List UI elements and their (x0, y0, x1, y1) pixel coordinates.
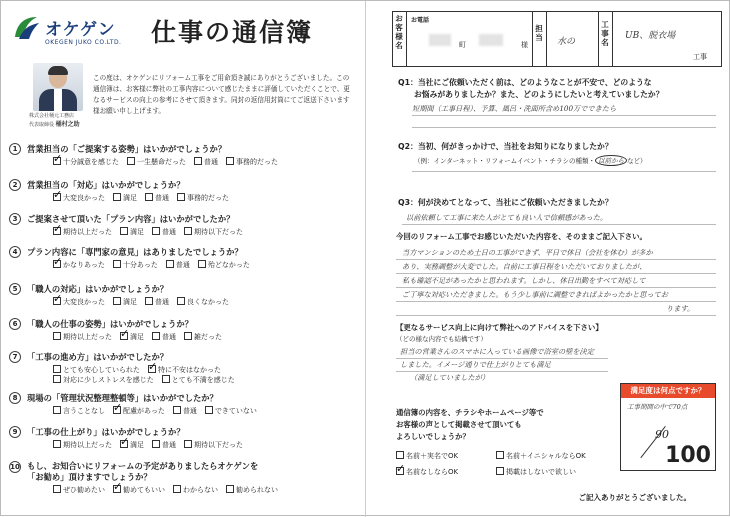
publish-option[interactable] (396, 451, 458, 461)
work-label: 工事名 (601, 20, 609, 47)
checkbox[interactable] (177, 193, 185, 201)
answer-option[interactable] (173, 485, 218, 495)
question-number: 6 (9, 318, 21, 330)
answer-option[interactable] (113, 485, 165, 495)
answer-option[interactable] (226, 485, 278, 495)
answer-option[interactable] (120, 227, 144, 237)
signature-line: 代表取締役 桶村之助 (29, 121, 80, 128)
option-label: 普通 (162, 333, 176, 341)
option-label: 名前＋イニシャルならOK (506, 452, 586, 460)
checkbox[interactable] (113, 260, 121, 268)
impression-line: あり、実務調整が大変でした。自前に工事日程をいただいておりましたが、 (402, 262, 647, 271)
brand-name: オケゲン (45, 20, 116, 40)
answer-option[interactable] (166, 260, 190, 270)
signature-company: 株式会社桶元工務店 (29, 113, 75, 119)
publish-option[interactable] (496, 467, 576, 477)
answer-option[interactable] (226, 157, 278, 167)
staff-label: 担当 (535, 24, 543, 42)
intro-text: この度は、オケゲンにリフォーム工事をご用命頂き誠にありがとうございました。この通信簿は、お客様に弊社の工事内容について感じたままに評価していただくことで、更なるサービスの向上の参考にさせて頂きます。同封の返信用封筒にてご返送下さいます様お願い申し上げます。 (93, 74, 350, 115)
option-label: わからない (183, 486, 218, 494)
q1-answer: 短期間（工事日程）、予算、風呂・洗面所含め100万でできたら (412, 104, 617, 113)
checkbox[interactable] (173, 485, 181, 493)
option-label: 満足 (123, 194, 137, 202)
president-photo (33, 63, 83, 111)
option-label: 期待以下だった (194, 228, 243, 236)
sama-label: 様 (521, 41, 528, 49)
option-label: 掲載はしないで欲しい (506, 468, 576, 476)
checkbox[interactable] (53, 440, 61, 448)
option-label: 十分誠意を感じた (63, 158, 119, 166)
question-number: 2 (9, 179, 21, 191)
answer-option[interactable] (120, 332, 144, 342)
option-label: できていない (214, 407, 257, 415)
impression-line: ります。 (666, 304, 695, 313)
question-number: 4 (9, 246, 21, 258)
answer-option[interactable] (113, 297, 137, 307)
checkbox[interactable] (53, 485, 61, 493)
answer-option[interactable] (184, 440, 243, 450)
answer-option[interactable] (177, 193, 229, 203)
answer-option[interactable] (184, 227, 243, 237)
checkbox[interactable] (162, 375, 170, 383)
checked-checkbox[interactable] (120, 440, 128, 448)
q2-text: Q2：当初、何がきっかけで、当社をお知りになりましたか？ (398, 142, 613, 151)
q2-sub: （例：インターネット・リフォームイベント・チラシの種類・ 以前から など） (414, 157, 647, 165)
option-label: 十分あった (122, 261, 158, 269)
option-label: 普通 (175, 261, 190, 269)
answer-option[interactable] (113, 260, 158, 270)
option-label: 大変良かった (63, 298, 105, 306)
answer-option[interactable] (53, 332, 112, 342)
checkbox[interactable] (496, 467, 504, 475)
checkbox[interactable] (184, 227, 192, 235)
answer-option[interactable] (152, 332, 176, 342)
document-title: 仕事の通信簿 (151, 18, 314, 47)
option-label: 事務的だった (236, 158, 278, 166)
q1-text: Q1：当社にご依頼いただく前は、どのようなことが不安で、どのような (398, 78, 652, 87)
checkbox[interactable] (145, 297, 153, 305)
option-label: 普通 (204, 158, 218, 166)
staff-value: 水の (557, 37, 576, 47)
customer-label: お客様名 (395, 14, 403, 50)
publish-text-2: お客様の声として掲載させて頂いても (396, 420, 522, 429)
answer-option[interactable] (120, 440, 144, 450)
question-number: 9 (9, 426, 21, 438)
question-text: もし、お知合いにリフォームの予定がありましたらオケゲンを「お勧め」頂けますでしょうか？ (27, 461, 259, 482)
option-label: 満足 (130, 228, 144, 236)
answer-options (53, 297, 237, 307)
answer-option[interactable] (53, 485, 105, 495)
option-label: 一生懸命だった (137, 158, 186, 166)
question-number: 1 (9, 143, 21, 155)
answer-option[interactable] (53, 227, 112, 237)
checked-checkbox[interactable] (148, 365, 156, 373)
checkbox[interactable] (53, 332, 61, 340)
answer-option[interactable] (177, 297, 229, 307)
question-number: 10 (10, 463, 20, 471)
answer-option[interactable] (113, 193, 137, 203)
answer-option[interactable] (145, 193, 169, 203)
checkbox[interactable] (184, 440, 192, 448)
answer-option[interactable] (53, 440, 112, 450)
option-label: 普通 (162, 228, 176, 236)
option-label: ぜひ勧めたい (63, 486, 105, 494)
right-panel (366, 1, 730, 517)
option-label: 満足 (130, 441, 144, 449)
answer-option[interactable] (53, 365, 140, 375)
checkbox[interactable] (53, 365, 61, 373)
checkbox[interactable] (120, 227, 128, 235)
answer-option[interactable] (127, 157, 186, 167)
question-number: 8 (9, 392, 21, 404)
answer-option[interactable] (194, 157, 218, 167)
town-label: 町 (459, 41, 466, 49)
advice-line: しました。イメージ通りで仕上がりとても満足 (400, 360, 551, 369)
option-label: 言うことなし (63, 407, 105, 415)
left-panel (1, 1, 365, 517)
impression-line: ご丁寧な対応いただきました。もう少し事前に調整できればよかったかと思ってお (402, 290, 668, 299)
work-suffix: 工事 (693, 53, 707, 61)
option-label: 期待以下だった (194, 441, 243, 449)
redacted-name (429, 34, 451, 46)
option-label: 大変良かった (63, 194, 105, 202)
answer-options (53, 485, 286, 495)
answer-option[interactable] (205, 406, 257, 416)
satisfaction-score-box (620, 383, 716, 471)
option-label: 名前＋実名でOK (406, 452, 459, 460)
question-text: 現場の「管理状況整理整頓等」はいかがでしたか？ (27, 393, 218, 403)
checkbox[interactable] (145, 193, 153, 201)
option-label: 雑だった (194, 333, 222, 341)
q3-text: Q3：何が決めてとなって、当社にご依頼いただきましたか？ (398, 198, 613, 207)
option-label: 普通 (155, 194, 169, 202)
answer-option[interactable] (53, 375, 154, 385)
publish-option[interactable] (496, 451, 586, 461)
answer-options (53, 227, 251, 237)
checkbox[interactable] (113, 193, 121, 201)
option-label: 殆どなかった (207, 261, 250, 269)
answer-option[interactable] (53, 157, 119, 167)
answer-option[interactable] (162, 375, 235, 385)
checked-checkbox[interactable] (113, 406, 121, 414)
answer-option[interactable] (148, 365, 221, 375)
impressions-title: 今回のリフォーム工事でお感じいただいた内容を、そのままご記入下さい。 (396, 232, 647, 241)
option-label: 期待以上だった (63, 333, 112, 341)
option-label: 普通 (182, 407, 197, 415)
option-label: 期待以上だった (63, 441, 112, 449)
checkbox[interactable] (173, 406, 181, 414)
checkbox[interactable] (396, 451, 404, 459)
publish-text-1: 通信簿の内容を、チラシやホームページ等で (396, 408, 544, 417)
q2-circled-answer: 以前から (595, 155, 627, 166)
impression-line: 私も確認不足があったかと思われます。しかし、休日出勤をすべて対応して (402, 276, 646, 285)
option-label: 勧められない (236, 486, 278, 494)
score-given: 90 (655, 428, 669, 441)
answer-option[interactable] (53, 193, 105, 203)
answer-options (53, 260, 258, 270)
question-text: 「職人の対応」はいかがでしょうか？ (27, 284, 169, 294)
answer-options (53, 365, 243, 385)
answer-options (53, 193, 237, 203)
answer-options (53, 157, 286, 167)
q3-answer: 以前依頼して工事に来た人がとても良い人で信頼感があった。 (406, 213, 608, 222)
answer-options (53, 440, 251, 450)
option-label: 事務的だった (187, 194, 229, 202)
answer-option[interactable] (53, 297, 105, 307)
checkbox[interactable] (184, 332, 192, 340)
redacted-name-2 (479, 34, 503, 46)
answer-options (53, 406, 265, 416)
checked-checkbox[interactable] (120, 332, 128, 340)
company-logo (11, 13, 141, 53)
thanks-text: ご記入ありがとうございました。 (578, 493, 691, 502)
checked-checkbox[interactable] (53, 297, 61, 305)
checkbox[interactable] (166, 260, 174, 268)
impression-line: 当方マンションのため土日の工事ができず、平日で休日（会社を休む）が多か (402, 248, 653, 257)
question-text: プラン内容に「専門家の意見」はありましたでしょうか？ (27, 247, 243, 257)
q1-text-2: お悩みがありましたか？また、どのようにしたいと考えていましたか？ (414, 90, 664, 99)
answer-option[interactable] (198, 260, 250, 270)
checked-checkbox[interactable] (53, 260, 61, 268)
question-number: 7 (9, 351, 21, 363)
question-text: ご提案させて頂いた「プラン内容」はいかがでしたか？ (27, 214, 235, 224)
option-label: 満足 (130, 333, 144, 341)
advice-line: （満足していましたが） (410, 373, 490, 382)
option-label: 対応に少しストレスを感じた (63, 376, 154, 384)
question-text: 「工事の進め方」はいかがでしたか？ (27, 352, 169, 362)
answer-option[interactable] (145, 297, 169, 307)
checkbox[interactable] (152, 332, 160, 340)
question-text: 営業担当の「対応」はいかがでしょうか？ (27, 180, 185, 190)
option-label: かなりあった (63, 261, 105, 269)
checkbox[interactable] (53, 375, 61, 383)
option-label: 満足 (123, 298, 137, 306)
checkbox[interactable] (205, 406, 213, 414)
score-max: 100 (665, 443, 711, 468)
advice-sub: （どの様な内容でも結構です） (396, 335, 487, 343)
checked-checkbox[interactable] (396, 467, 404, 475)
checked-checkbox[interactable] (113, 485, 121, 493)
brand-name-en: OKEGEN JUKO CO.LTD. (45, 39, 122, 46)
checked-checkbox[interactable] (53, 227, 61, 235)
answer-option[interactable] (152, 440, 176, 450)
checkbox[interactable] (198, 260, 206, 268)
option-label: 良くなかった (187, 298, 229, 306)
option-label: 勧めてもいい (123, 486, 165, 494)
customer-header (392, 11, 722, 67)
question-number: 3 (9, 213, 21, 225)
answer-option[interactable] (113, 406, 165, 416)
option-label: 特に不安はなかった (158, 366, 221, 374)
checkbox[interactable] (194, 157, 202, 165)
checkbox[interactable] (152, 227, 160, 235)
question-text: 「職人の仕事の姿勢」はいかがでしょうか？ (27, 319, 193, 329)
option-label: とても安心していられた (63, 366, 140, 374)
question-text: 「工事の仕上がり」はいかがでしょうか？ (27, 427, 185, 437)
logo-mark-icon (11, 13, 41, 43)
checkbox[interactable] (496, 451, 504, 459)
work-value: UB、脱衣場 (625, 31, 676, 41)
advice-line: 担当の営業さんのスマホに入っている画像で浴室の壁を決定 (400, 347, 594, 356)
checked-checkbox[interactable] (53, 157, 61, 165)
answer-options (53, 332, 230, 342)
score-heading: 満足度は何点ですか？ (621, 384, 715, 398)
checked-checkbox[interactable] (53, 193, 61, 201)
publish-text-3: よろしいでしょうか？ (396, 432, 470, 441)
checkbox[interactable] (226, 157, 234, 165)
question-text: 営業担当の「ご提案する姿勢」はいかがでしょうか？ (27, 144, 227, 154)
advice-title: 【更なるサービス向上に向けて弊社へのアドバイスを下さい】 (396, 323, 603, 332)
score-note: 工事期間の中で70点 (627, 403, 688, 411)
checkbox[interactable] (226, 485, 234, 493)
checkbox[interactable] (113, 297, 121, 305)
option-label: とても不満を感じた (171, 376, 235, 384)
option-label: 名前なしならOK (406, 468, 459, 476)
checkbox[interactable] (127, 157, 135, 165)
answer-option[interactable] (53, 406, 105, 416)
option-label: 配慮があった (123, 407, 165, 415)
option-label: 期待以上だった (63, 228, 112, 236)
score-slash (640, 426, 665, 458)
option-label: 普通 (162, 441, 176, 449)
option-label: 普通 (155, 298, 169, 306)
publish-option[interactable] (396, 467, 458, 477)
checkbox[interactable] (177, 297, 185, 305)
phone-label: お電話 (411, 17, 430, 24)
answer-option[interactable] (173, 406, 197, 416)
answer-option[interactable] (184, 332, 222, 342)
checkbox[interactable] (53, 406, 61, 414)
answer-option[interactable] (152, 227, 176, 237)
checkbox[interactable] (152, 440, 160, 448)
answer-option[interactable] (53, 260, 105, 270)
question-number: 5 (9, 283, 21, 295)
